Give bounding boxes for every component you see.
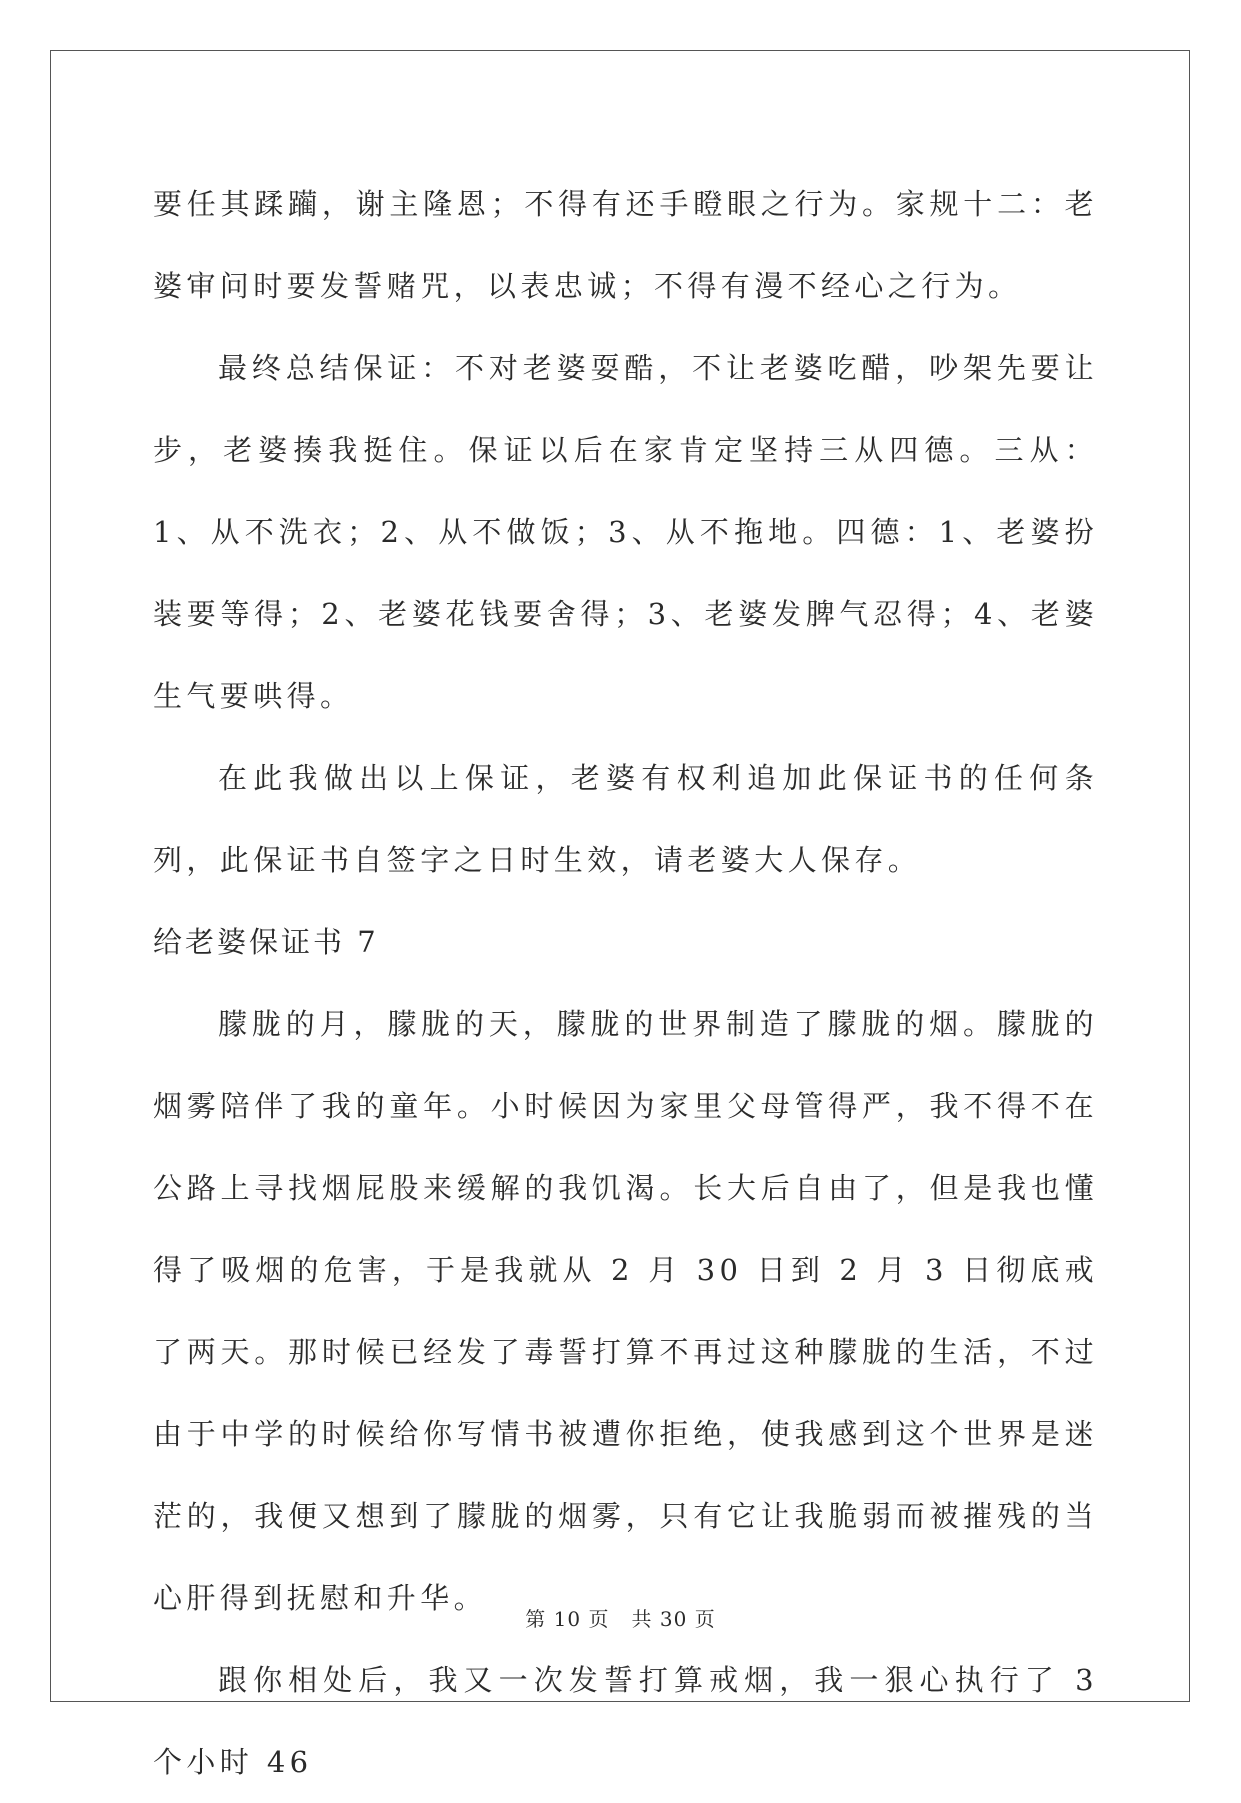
section-heading: 给老婆保证书 7 [153,925,379,959]
page-number: 第 10 页 [525,1607,610,1631]
page-footer [0,1603,1241,1632]
paragraph: 在此我做出以上保证，老婆有权利追加此保证书的任何条列，此保证书自签字之日时生效，请老婆大人保存。 [153,761,1098,877]
paragraph: 跟你相处后，我又一次发誓打算戒烟，我一狠心执行了 3 个小时 46 [153,1663,1098,1779]
paragraph: 最终总结保证：不对老婆耍酷，不让老婆吃醋，吵架先要让步，老婆揍我挺住。保证以后在家肯定坚持三从四德。三从：1、从不洗衣；2、从不做饭；3、从不拖地。四德：1、老婆扮装要等得；2、老婆花钱要舍得；3、老婆发脾气忍得；4、老婆生气要哄得。 [153,351,1098,713]
page-total: 共 30 页 [631,1607,716,1631]
paragraph: 朦胧的月，朦胧的天，朦胧的世界制造了朦胧的烟。朦胧的烟雾陪伴了我的童年。小时候因为家里父母管得严，我不得不在公路上寻找烟屁股来缓解的我饥渴。长大后自由了，但是我也懂得了吸烟的危害，于是我就从 2 月 30 日到 2 月 3 日彻底戒了两天。那时候已经发了毒誓打算不再过这种朦胧的生活，不过由于中学的时候给你写情书被遭你拒绝，使我感到这个世界是迷茫的，我便又想到了朦胧的烟雾，只有它让我脆弱而被摧残的当心肝得到抚慰和升华。 [153,1007,1098,1615]
paragraph: 要任其蹂躏，谢主隆恩；不得有还手瞪眼之行为。家规十二：老婆审问时要发誓赌咒，以表忠诚；不得有漫不经心之行为。 [153,187,1098,303]
document-body [153,163,1098,1803]
